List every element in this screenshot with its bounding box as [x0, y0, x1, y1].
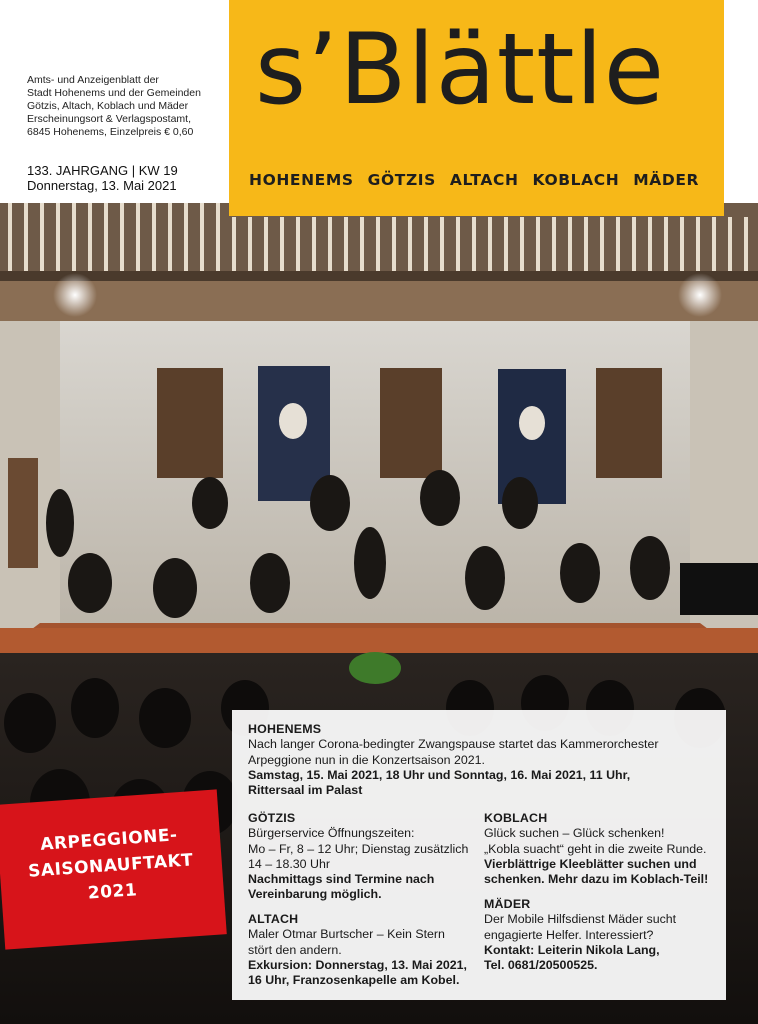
notice-bold: 16 Uhr, Franzosenkapelle am Kobel. [248, 973, 460, 988]
notice-text: Bürgerservice Öffnungszeiten: [248, 826, 415, 841]
notice-panel [232, 710, 726, 1000]
notice-bold: Nachmittags sind Termine nach [248, 872, 435, 887]
town-maeder: MÄDER [633, 171, 700, 189]
notice-text: engagierte Helfer. Interessiert? [484, 927, 654, 942]
notice-hohenems [248, 722, 718, 798]
notice-heading: KOBLACH [484, 811, 548, 825]
notice-bold: Exkursion: Donnerstag, 13. Mai 2021, [248, 957, 467, 972]
notice-koblach [484, 811, 724, 887]
notice-bold: schenken. Mehr dazu im Koblach-Teil! [484, 872, 709, 887]
notice-altach [248, 912, 478, 988]
notice-text: 14 – 18.30 Uhr [248, 856, 330, 871]
issue-info [27, 163, 178, 193]
publisher-info-line: Amts- und Anzeigenblatt der [27, 74, 159, 86]
notice-text: „Kobla suacht“ geht in die zweite Runde. [484, 841, 707, 856]
notice-bold: Vereinbarung möglich. [248, 887, 382, 902]
notice-goetzis [248, 811, 478, 903]
notice-text: Der Mobile Hilfsdienst Mäder sucht [484, 912, 677, 927]
season-badge [0, 789, 227, 949]
notice-text: Glück suchen – Glück schenken! [484, 826, 665, 841]
notice-heading: HOHENEMS [248, 722, 322, 736]
notice-heading: GÖTZIS [248, 811, 296, 825]
issue-date: Donnerstag, 13. Mai 2021 [27, 178, 177, 193]
notice-bold: Tel. 0681/20500525. [484, 958, 598, 973]
notice-text: Arpeggione nun in die Konzertsaison 2021. [248, 752, 485, 767]
publisher-info-line: 6845 Hohenems, Einzelpreis € 0,60 [27, 126, 194, 138]
notice-text: stört den andern. [248, 942, 342, 957]
notice-text: Nach langer Corona-bedingter Zwangspause startet das Kammerorchester [248, 737, 659, 752]
notice-bold: Kontakt: Leiterin Nikola Lang, [484, 942, 660, 957]
notice-bold: Samstag, 15. Mai 2021, 18 Uhr und Sonntag, 16. Mai 2021, 11 Uhr, [248, 767, 631, 782]
notice-maeder [484, 897, 724, 973]
badge-line: 2021 [87, 880, 138, 904]
notice-heading: MÄDER [484, 897, 531, 911]
town-hohenems: HOHENEMS [249, 171, 354, 189]
notice-bold: Vierblättrige Kleeblätter suchen und [484, 856, 697, 871]
town-koblach: KOBLACH [532, 171, 620, 189]
masthead-title: s’Blättle [255, 13, 666, 127]
notice-text: Mo – Fr, 8 – 12 Uhr; Dienstag zusätzlich [248, 841, 469, 856]
publisher-info [27, 74, 201, 139]
notice-heading: ALTACH [248, 912, 299, 926]
badge-line: SAISONAUFTAKT [27, 850, 194, 882]
masthead [229, 0, 724, 216]
publisher-info-line: Stadt Hohenems und der Gemeinden [27, 87, 201, 99]
badge-line: ARPEGGIONE- [39, 825, 179, 855]
notice-bold: Rittersaal im Palast [248, 783, 363, 798]
town-altach: ALTACH [449, 171, 519, 189]
town-list [249, 171, 699, 189]
publisher-info-line: Erscheinungsort & Verlagspostamt, [27, 113, 192, 125]
town-goetzis: GÖTZIS [367, 171, 436, 189]
issue-volume: 133. JAHRGANG | KW 19 [27, 163, 178, 178]
publisher-info-line: Götzis, Altach, Koblach und Mäder [27, 100, 189, 112]
notice-text: Maler Otmar Burtscher – Kein Stern [248, 927, 445, 942]
